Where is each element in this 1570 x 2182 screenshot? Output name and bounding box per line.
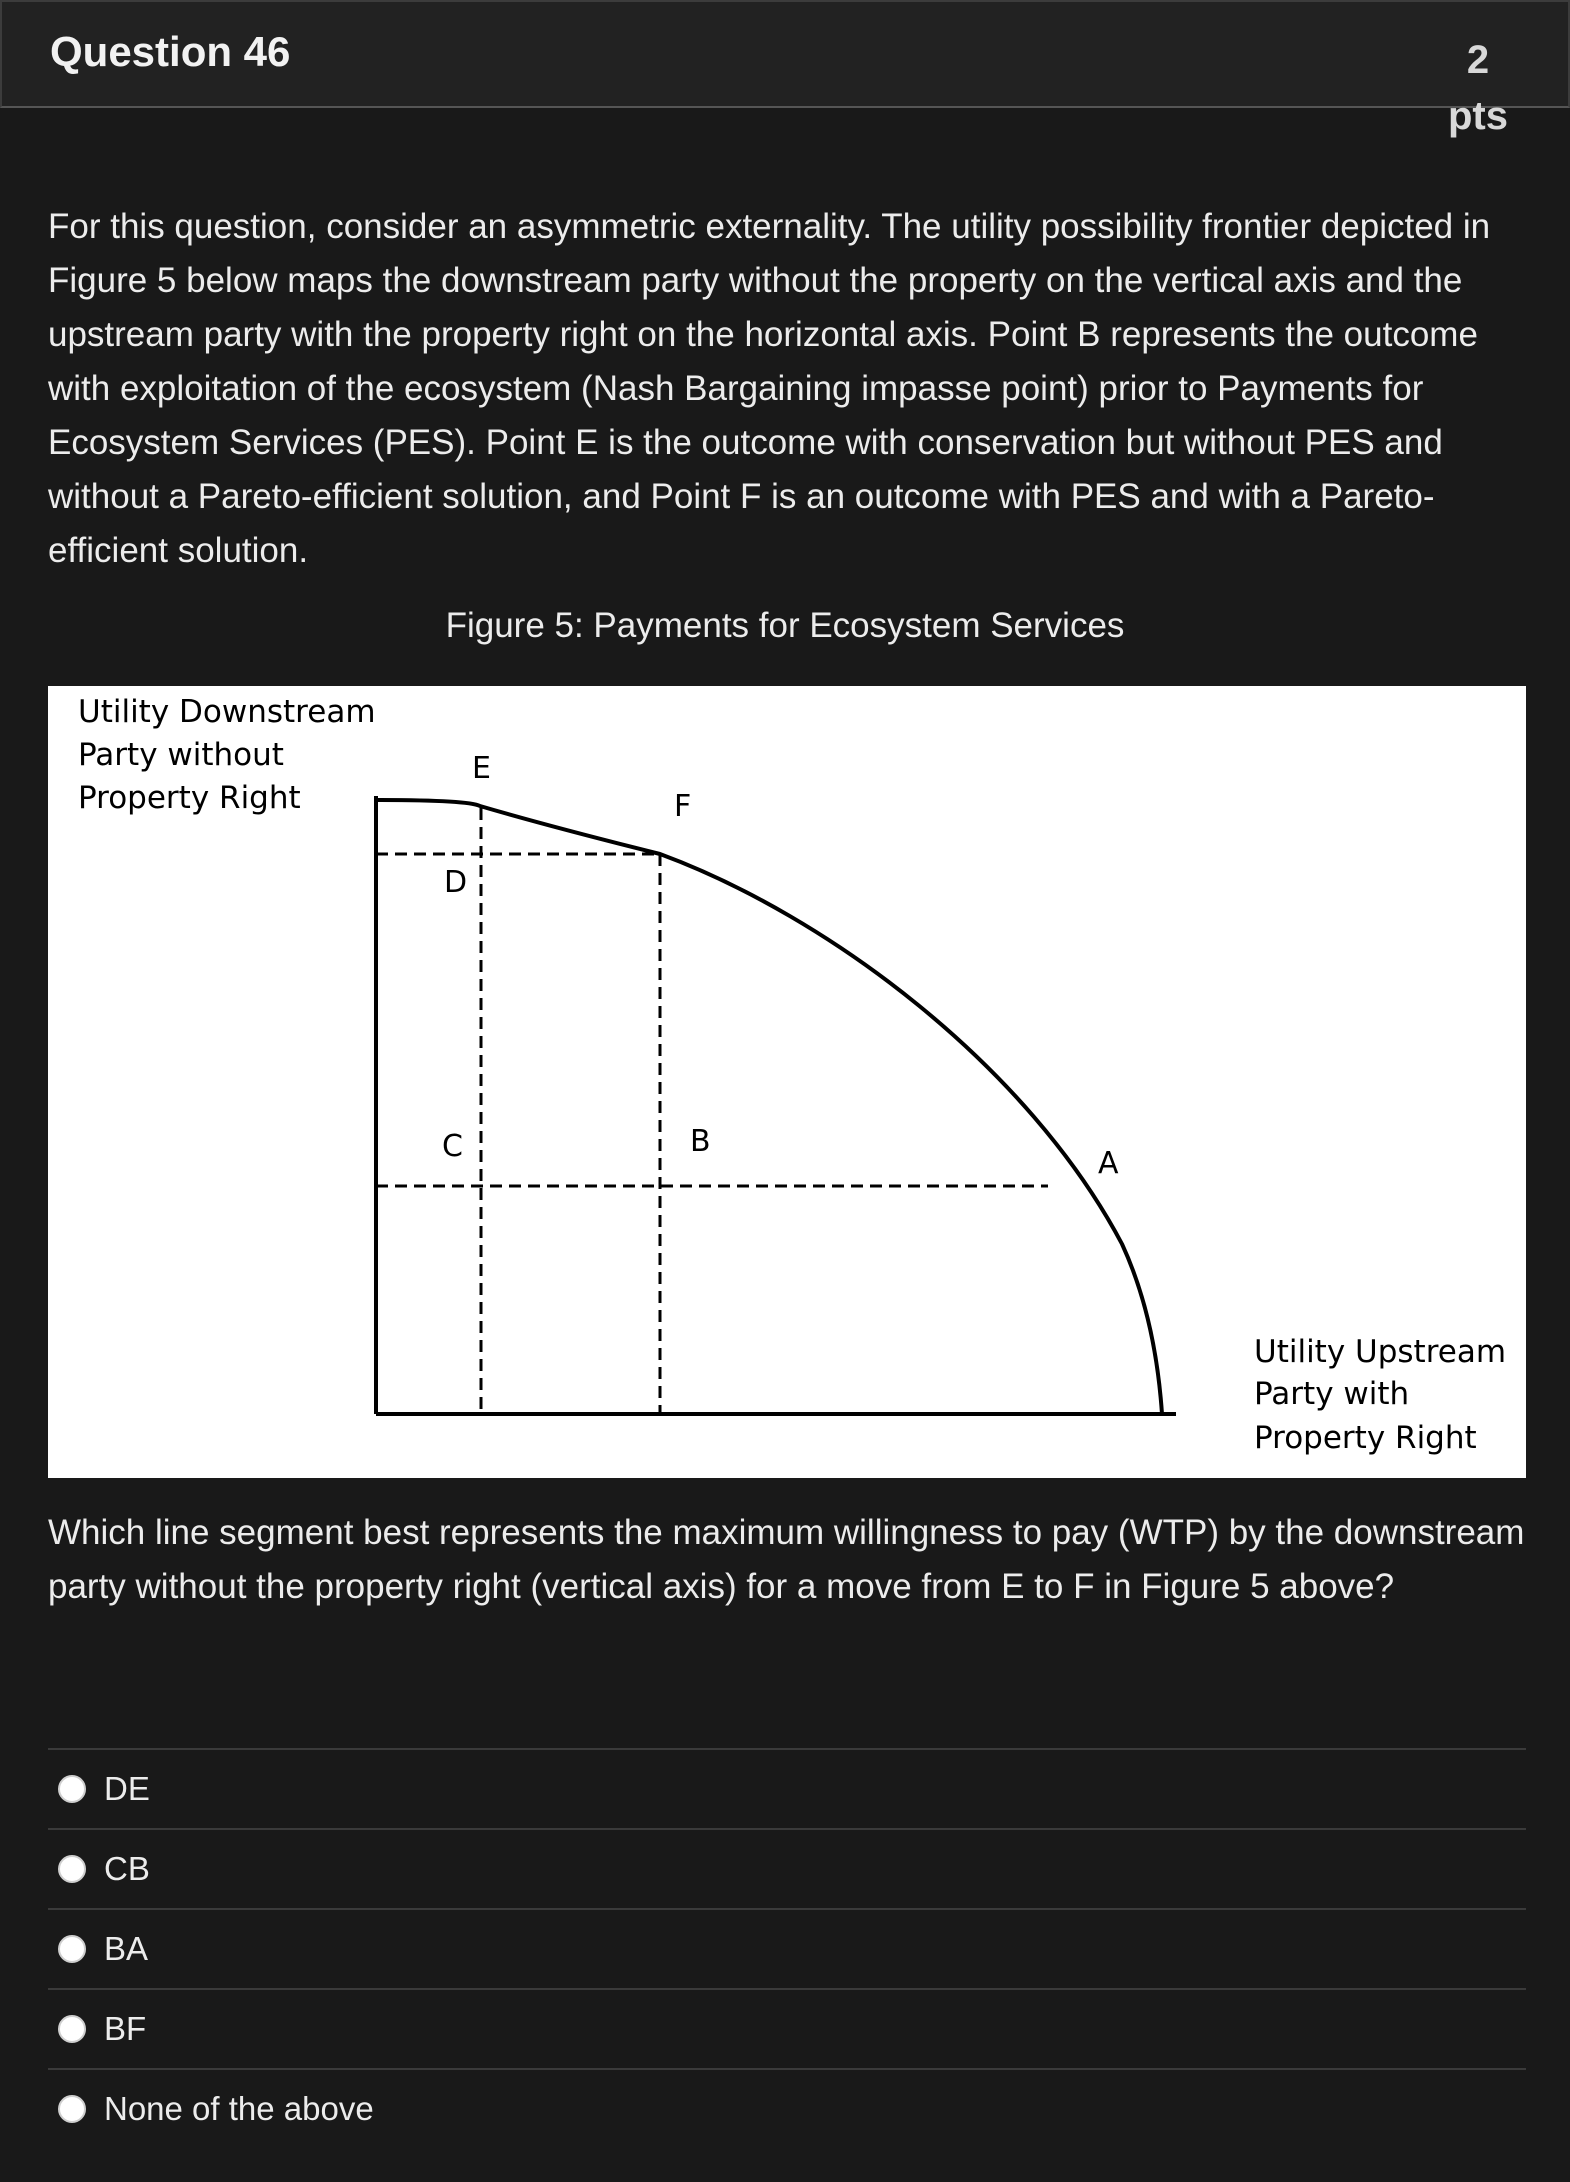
answer-label: None of the above <box>104 2090 374 2127</box>
point-label-b: B <box>690 1124 711 1159</box>
answer-option[interactable] <box>48 1828 1526 1908</box>
y-axis-label-line-1: Utility Downstream <box>78 694 376 730</box>
answer-option[interactable] <box>48 1988 1526 2068</box>
answer-list <box>48 1748 1526 2148</box>
answer-label: BA <box>104 1930 149 1967</box>
question-points <box>1438 32 1518 144</box>
radio-button[interactable] <box>58 1855 86 1883</box>
question-title: Question 46 <box>50 28 291 75</box>
point-label-f: F <box>674 789 692 824</box>
y-axis-label-line-2: Party without <box>78 737 284 773</box>
x-axis-label-line-2: Party with <box>1254 1376 1410 1412</box>
points-value: 2 <box>1466 38 1490 82</box>
figure-caption: Figure 5: Payments for Ecosystem Services <box>445 606 1125 645</box>
radio-button[interactable] <box>58 1775 86 1803</box>
answer-option[interactable] <box>48 1748 1526 1828</box>
radio-button[interactable] <box>58 2015 86 2043</box>
answer-label: BF <box>104 2010 147 2047</box>
point-label-d: D <box>444 865 468 900</box>
answer-label: CB <box>104 1850 150 1887</box>
point-label-c: C <box>442 1129 463 1164</box>
question-intro-text: For this question, consider an asymmetric externality. The utility possibility frontier depicted in Figure 5 below maps the downstream party without the property on the vertical axis and the upstream party with the property right on the horizontal axis. Point B represents the outcome with exploitation of the ecosystem (Nash Bargaining impasse point) prior to Payments for Ecosystem Services (PES). Point E is the outcome with conservation but without PES and without a Pareto-efficient solution, and Point F is an outcome with PES and with a Pareto-efficient solution. <box>48 207 1491 570</box>
answer-label: DE <box>104 1770 150 1807</box>
y-axis-label-line-3: Property Right <box>78 780 301 816</box>
question-header <box>0 0 1570 138</box>
utility-frontier-curve <box>376 800 1162 1414</box>
answer-option[interactable] <box>48 1908 1526 1988</box>
utility-possibility-frontier-figure <box>48 686 1526 1478</box>
point-label-e: E <box>472 751 491 786</box>
answer-option[interactable] <box>48 2068 1526 2148</box>
x-axis-label-line-3: Property Right <box>1254 1420 1477 1456</box>
point-label-a: A <box>1098 1146 1119 1181</box>
radio-button[interactable] <box>58 2095 86 2123</box>
question-prompt-text: Which line segment best represents the maximum willingness to pay (WTP) by the downstream party without the property right (vertical axis) for a move from E to F in Figure 5 above? <box>48 1513 1525 1606</box>
x-axis-label-line-1: Utility Upstream <box>1254 1334 1507 1370</box>
radio-button[interactable] <box>58 1935 86 1963</box>
points-unit: pts <box>1448 94 1508 138</box>
